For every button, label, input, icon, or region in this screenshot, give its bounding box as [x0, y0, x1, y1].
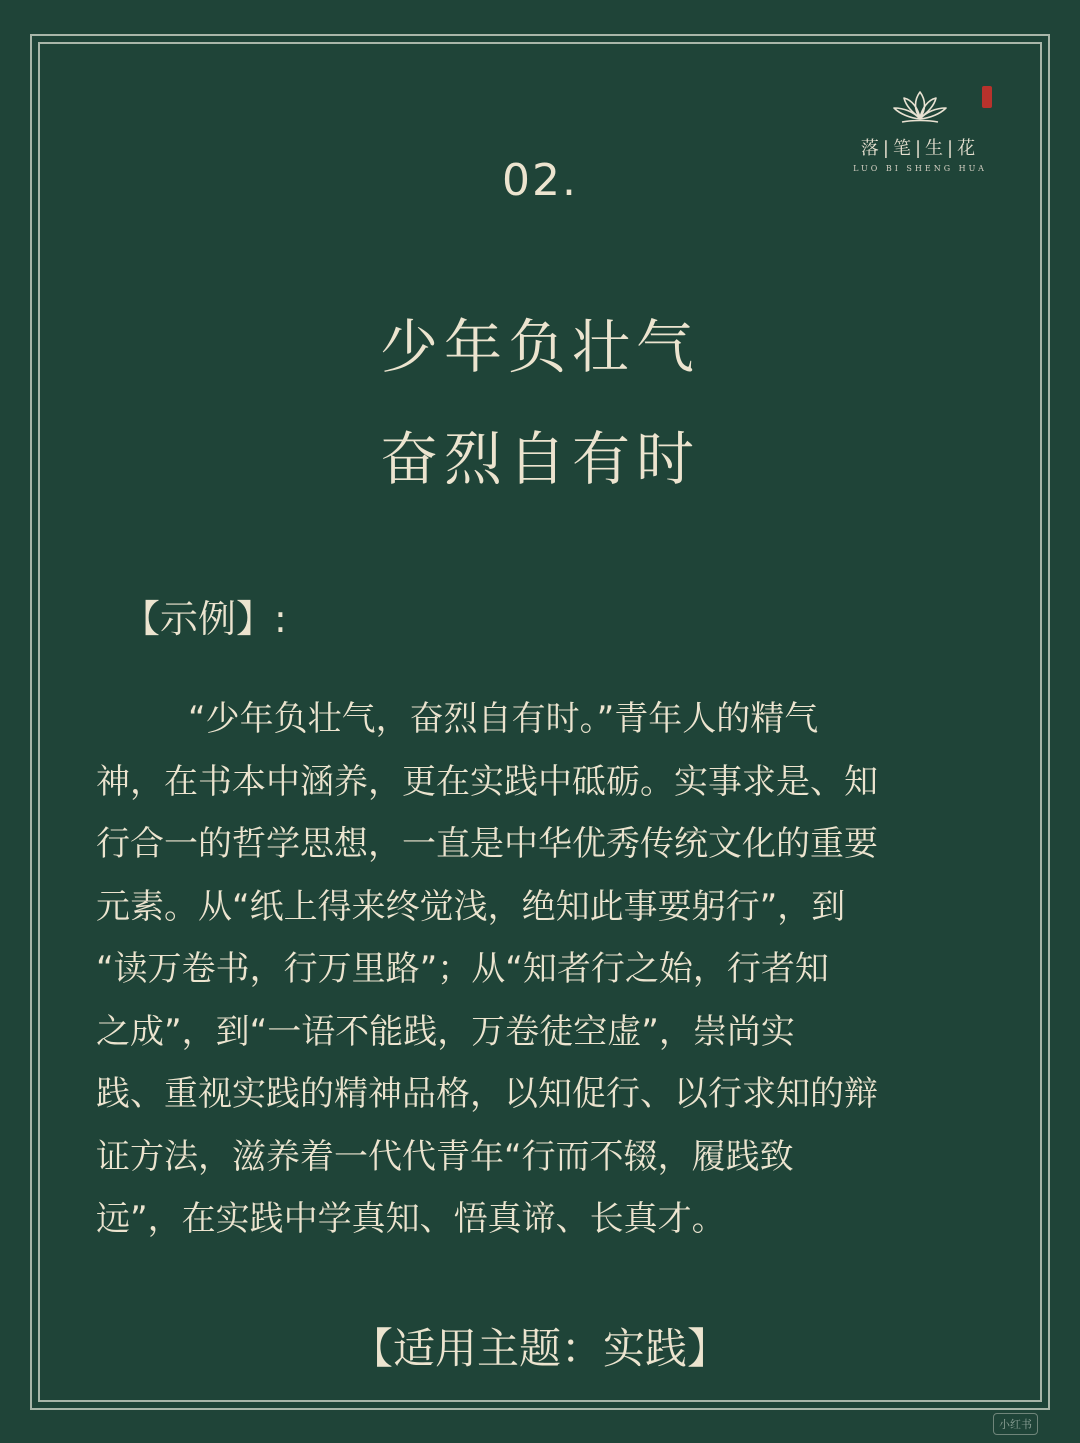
- body-line: 神，在书本中涵养，更在实践中砥砺。实事求是、知: [96, 761, 878, 802]
- body-line: 证方法，滋养着一代代青年“行而不辍，履践致: [96, 1136, 794, 1177]
- title-line-2: 奋烈自有时: [379, 425, 700, 493]
- theme-label: 【适用主题：实践】: [350, 1324, 729, 1373]
- section-number: 02.: [502, 155, 578, 206]
- body-line: 远”，在实践中学真知、悟真谛、长真才。: [96, 1199, 726, 1239]
- body-paragraph: [96, 688, 986, 1251]
- example-label: 【示例】:: [122, 597, 287, 641]
- body-line: 行合一的哲学思想，一直是中华优秀传统文化的重要: [96, 824, 878, 864]
- title-line-1: 少年负壮气: [379, 313, 700, 381]
- logo-pinyin: LUO BI SHENG HUA: [853, 164, 987, 173]
- logo-text: 落|笔|生|花: [860, 138, 980, 159]
- body-line: 元素。从“纸上得来终觉浅，绝知此事要躬行”，到: [96, 886, 846, 927]
- seal-stamp: [982, 86, 992, 108]
- body-line: 之成”，到“一语不能践，万卷徒空虚”，崇尚实: [96, 1011, 795, 1052]
- lotus-icon: [888, 86, 952, 128]
- body-line: “少年负壮气，奋烈自有时。”青年人的精气: [188, 699, 819, 739]
- watermark: 小红书: [993, 1413, 1038, 1435]
- body-line: “读万卷书，行万里路”；从“知者行之始，行者知: [96, 949, 829, 989]
- body-line: 践、重视实践的精神品格，以知促行、以行求知的辩: [96, 1074, 878, 1114]
